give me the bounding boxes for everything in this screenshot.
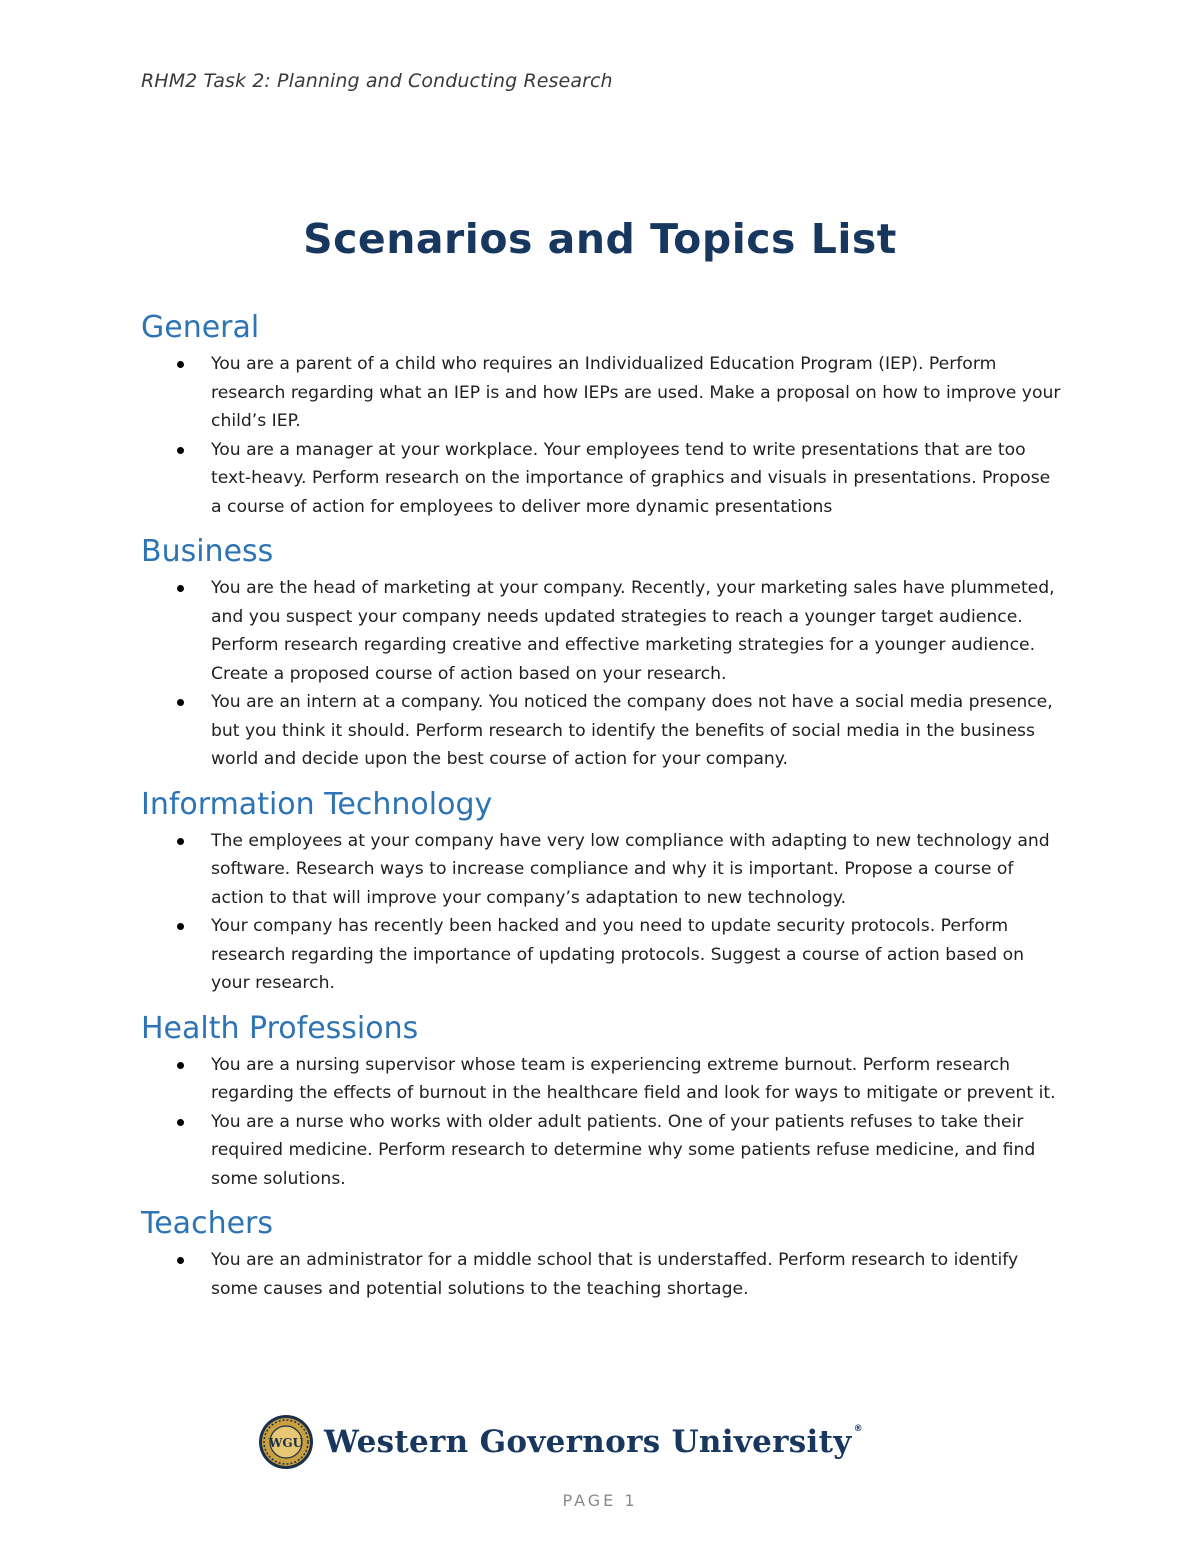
section: [141, 1007, 1061, 1194]
bullet-text: Your company has recently been hacked and you need to update security protocols. Perform research regarding the importance of updating protocols. Suggest a course of action based on your research.: [211, 916, 1025, 993]
document-title: Scenarios and Topics List: [303, 215, 897, 264]
section: [141, 530, 1061, 774]
bullet-item: [141, 1108, 1061, 1194]
bullet-dot-icon: [177, 1062, 184, 1069]
seal-initials: WGU: [268, 1436, 304, 1450]
bullet-text: You are a manager at your workplace. Your employees tend to write presentations that are too text-heavy. Perform research on the importance of graphics and visuals in presentations. Propose a course of action for employees to deliver more dynamic presentations: [211, 439, 1051, 517]
section-heading: General: [141, 310, 260, 345]
bullet-dot-icon: [177, 361, 184, 368]
bullet-item: [141, 827, 1061, 913]
bullet-dot-icon: [177, 1119, 184, 1126]
running-header: RHM2 Task 2: Planning and Conducting Research: [141, 70, 613, 92]
section-heading: Information Technology: [141, 786, 493, 822]
bullet-text: You are the head of marketing at your company. Recently, your marketing sales have plummeted, and you suspect your company needs updated strategies to reach a younger target audience. Perform research regarding creative and effective marketing strategies for a younger audience. Create a proposed course of action based on your research.: [211, 578, 1055, 684]
bullet-list: [141, 1246, 1061, 1303]
page-number: PAGE 1: [562, 1491, 638, 1510]
section-heading: Health Professions: [141, 1010, 419, 1046]
bullet-text: You are a nursing supervisor whose team is experiencing extreme burnout. Perform research regarding the effects of burnout in the healthcare field and look for ways to mitigate or prevent it.: [211, 1054, 1056, 1103]
section: [141, 306, 1061, 521]
section-heading: Business: [141, 534, 274, 569]
bullet-dot-icon: [177, 923, 184, 930]
university-seal-icon: [258, 1414, 314, 1470]
bullet-text: You are an administrator for a middle school that is understaffed. Perform research to identify some causes and potential solutions to the teaching shortage.: [211, 1250, 1019, 1299]
bullet-text: You are a nurse who works with older adult patients. One of your patients refuses to take their required medicine. Perform research to determine why some patients refuse medicine, and find some solutions.: [211, 1111, 1036, 1189]
bullet-item: [141, 912, 1061, 998]
bullet-list: [141, 574, 1061, 774]
wgu-logo: [258, 1413, 908, 1471]
bullet-text: The employees at your company have very low compliance with adapting to new technology and software. Research ways to increase compliance and why it is important. Propose a course of action to that will improve your company’s adaptation to new technology.: [211, 830, 1050, 908]
bullet-item: [141, 1051, 1061, 1108]
bullet-text: You are a parent of a child who requires an Individualized Education Program (IEP). Perform research regarding what an IEP is and how IEPs are used. Make a proposal on how to improve your child’s IEP.: [211, 354, 1061, 431]
bullet-dot-icon: [177, 838, 184, 845]
bullet-item: [141, 688, 1061, 774]
bullet-list: [141, 1051, 1061, 1194]
section: [141, 783, 1061, 998]
bullet-item: [141, 436, 1061, 522]
section: [141, 1202, 1061, 1303]
bullet-dot-icon: [177, 447, 184, 454]
bullet-item: [141, 574, 1061, 688]
university-wordmark: [324, 1424, 863, 1460]
wordmark-text: Western Governors University: [324, 1424, 852, 1460]
trademark-mark: ®: [853, 1424, 863, 1434]
bullet-dot-icon: [177, 585, 184, 592]
bullet-dot-icon: [177, 699, 184, 706]
document-body: [141, 306, 1061, 1303]
bullet-item: [141, 350, 1061, 436]
section-heading: Teachers: [141, 1206, 273, 1241]
bullet-list: [141, 350, 1061, 521]
bullet-item: [141, 1246, 1061, 1303]
bullet-dot-icon: [177, 1257, 184, 1264]
bullet-list: [141, 827, 1061, 998]
bullet-text: You are an intern at a company. You noticed the company does not have a social media presence, but you think it should. Perform research to identify the benefits of social media in the business world and decide upon the best course of action for your company.: [211, 692, 1053, 769]
